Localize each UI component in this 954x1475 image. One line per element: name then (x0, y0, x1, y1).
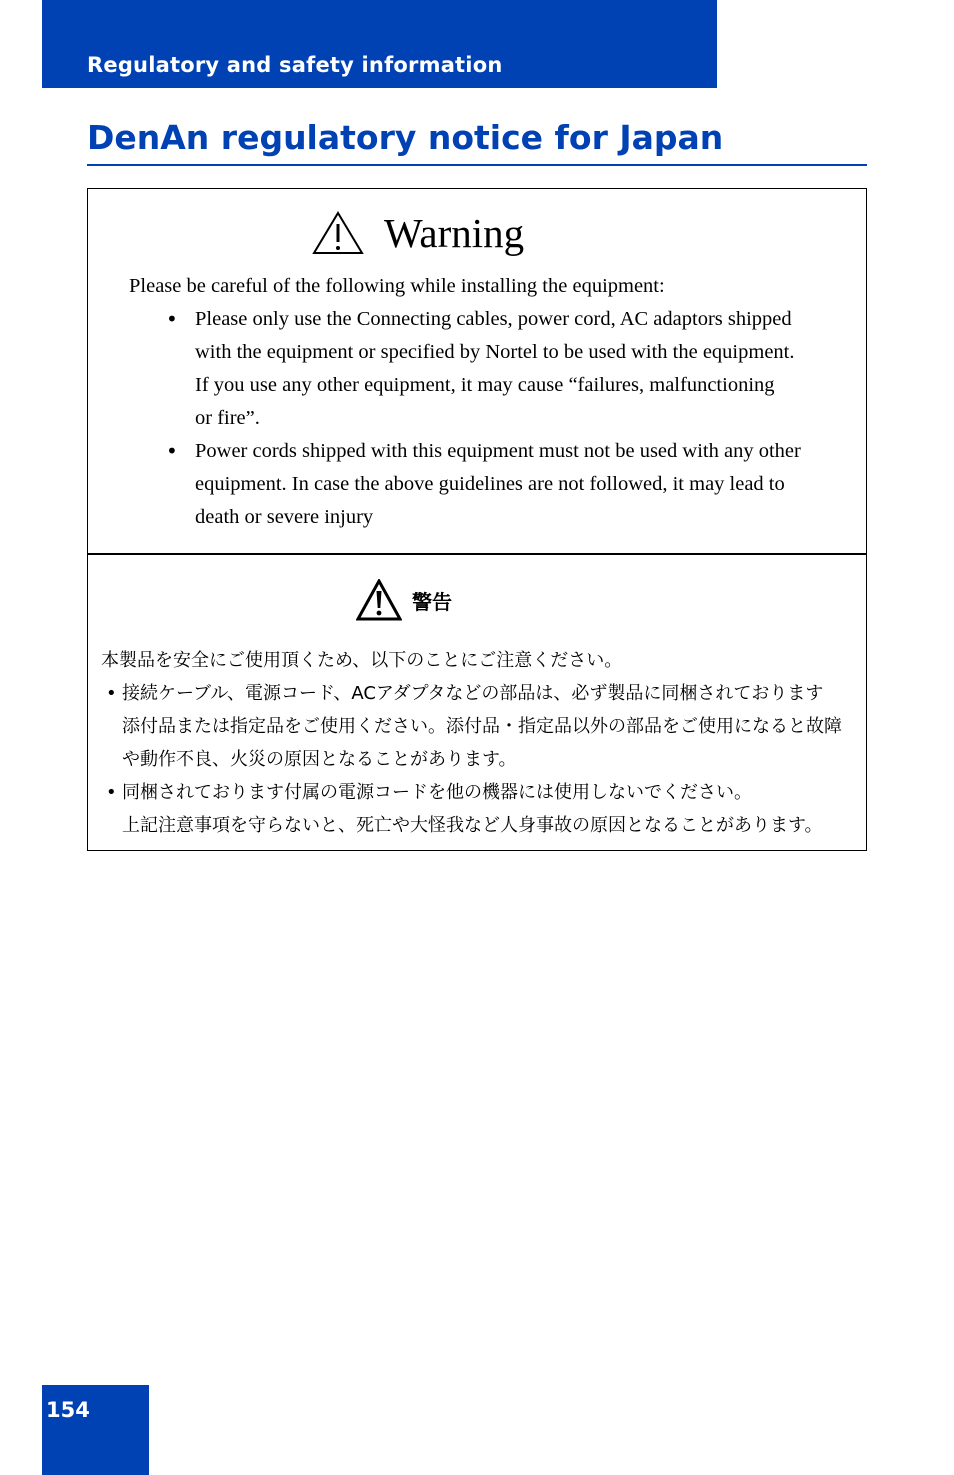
japanese-warning-heading (356, 577, 452, 623)
list-line: death or severe injury (195, 506, 374, 528)
header-bar (42, 0, 717, 88)
list-line: If you use any other equipment, it may cause “failures, malfunctioning (195, 374, 775, 396)
list-line: Power cords shipped with this equipment must not be used with any other (195, 440, 801, 462)
english-warning-heading (312, 209, 524, 257)
page-number: 154 (46, 1398, 90, 1422)
japanese-warning-list (88, 677, 842, 842)
list-item (88, 776, 842, 842)
section-title: Regulatory and safety information (87, 53, 503, 77)
warning-heading-text: 警告 (412, 589, 452, 614)
list-item (88, 303, 801, 435)
list-line: Please only use the Connecting cables, power cord, AC adaptors shipped (195, 308, 792, 330)
list-line: with the equipment or specified by Nortel to be used with the equipment. (195, 341, 795, 363)
list-line: equipment. In case the above guidelines are not followed, it may lead to (195, 473, 785, 495)
list-line: や動作不良、火災の原因となることがあります。 (122, 749, 517, 770)
bullet: • (166, 307, 178, 331)
list-item (88, 677, 842, 776)
list-line: 添付品または指定品をご使用ください。添付品・指定品以外の部品をご使用になると故障 (122, 716, 842, 737)
bullet: • (106, 683, 117, 704)
bullet: • (166, 439, 178, 463)
japanese-warning-panel (88, 555, 866, 850)
bullet: • (106, 782, 117, 803)
list-item (88, 435, 801, 534)
english-intro: Please be careful of the following while installing the equipment: (129, 275, 665, 297)
list-line: 上記注意事項を守らないと、死亡や大怪我など人身事故の原因となることがあります。 (122, 815, 823, 836)
title-divider (87, 164, 867, 166)
page-title: DenAn regulatory notice for Japan (87, 118, 724, 157)
list-line: or fire”. (195, 407, 260, 429)
list-line: 接続ケーブル、電源コード、ACアダプタなどの部品は、必ず製品に同梱されております (122, 683, 824, 704)
warning-heading-text: Warning (384, 210, 525, 256)
warning-triangle-icon (312, 211, 364, 255)
english-warning-panel (88, 189, 866, 555)
regulatory-notice-box (87, 188, 867, 851)
warning-triangle-icon (356, 579, 402, 621)
japanese-intro: 本製品を安全にご使用頂くため、以下のことにご注意ください。 (101, 650, 623, 671)
list-line: 同梱されております付属の電源コードを他の機器には使用しないでください。 (122, 782, 752, 803)
english-warning-list (88, 303, 801, 534)
